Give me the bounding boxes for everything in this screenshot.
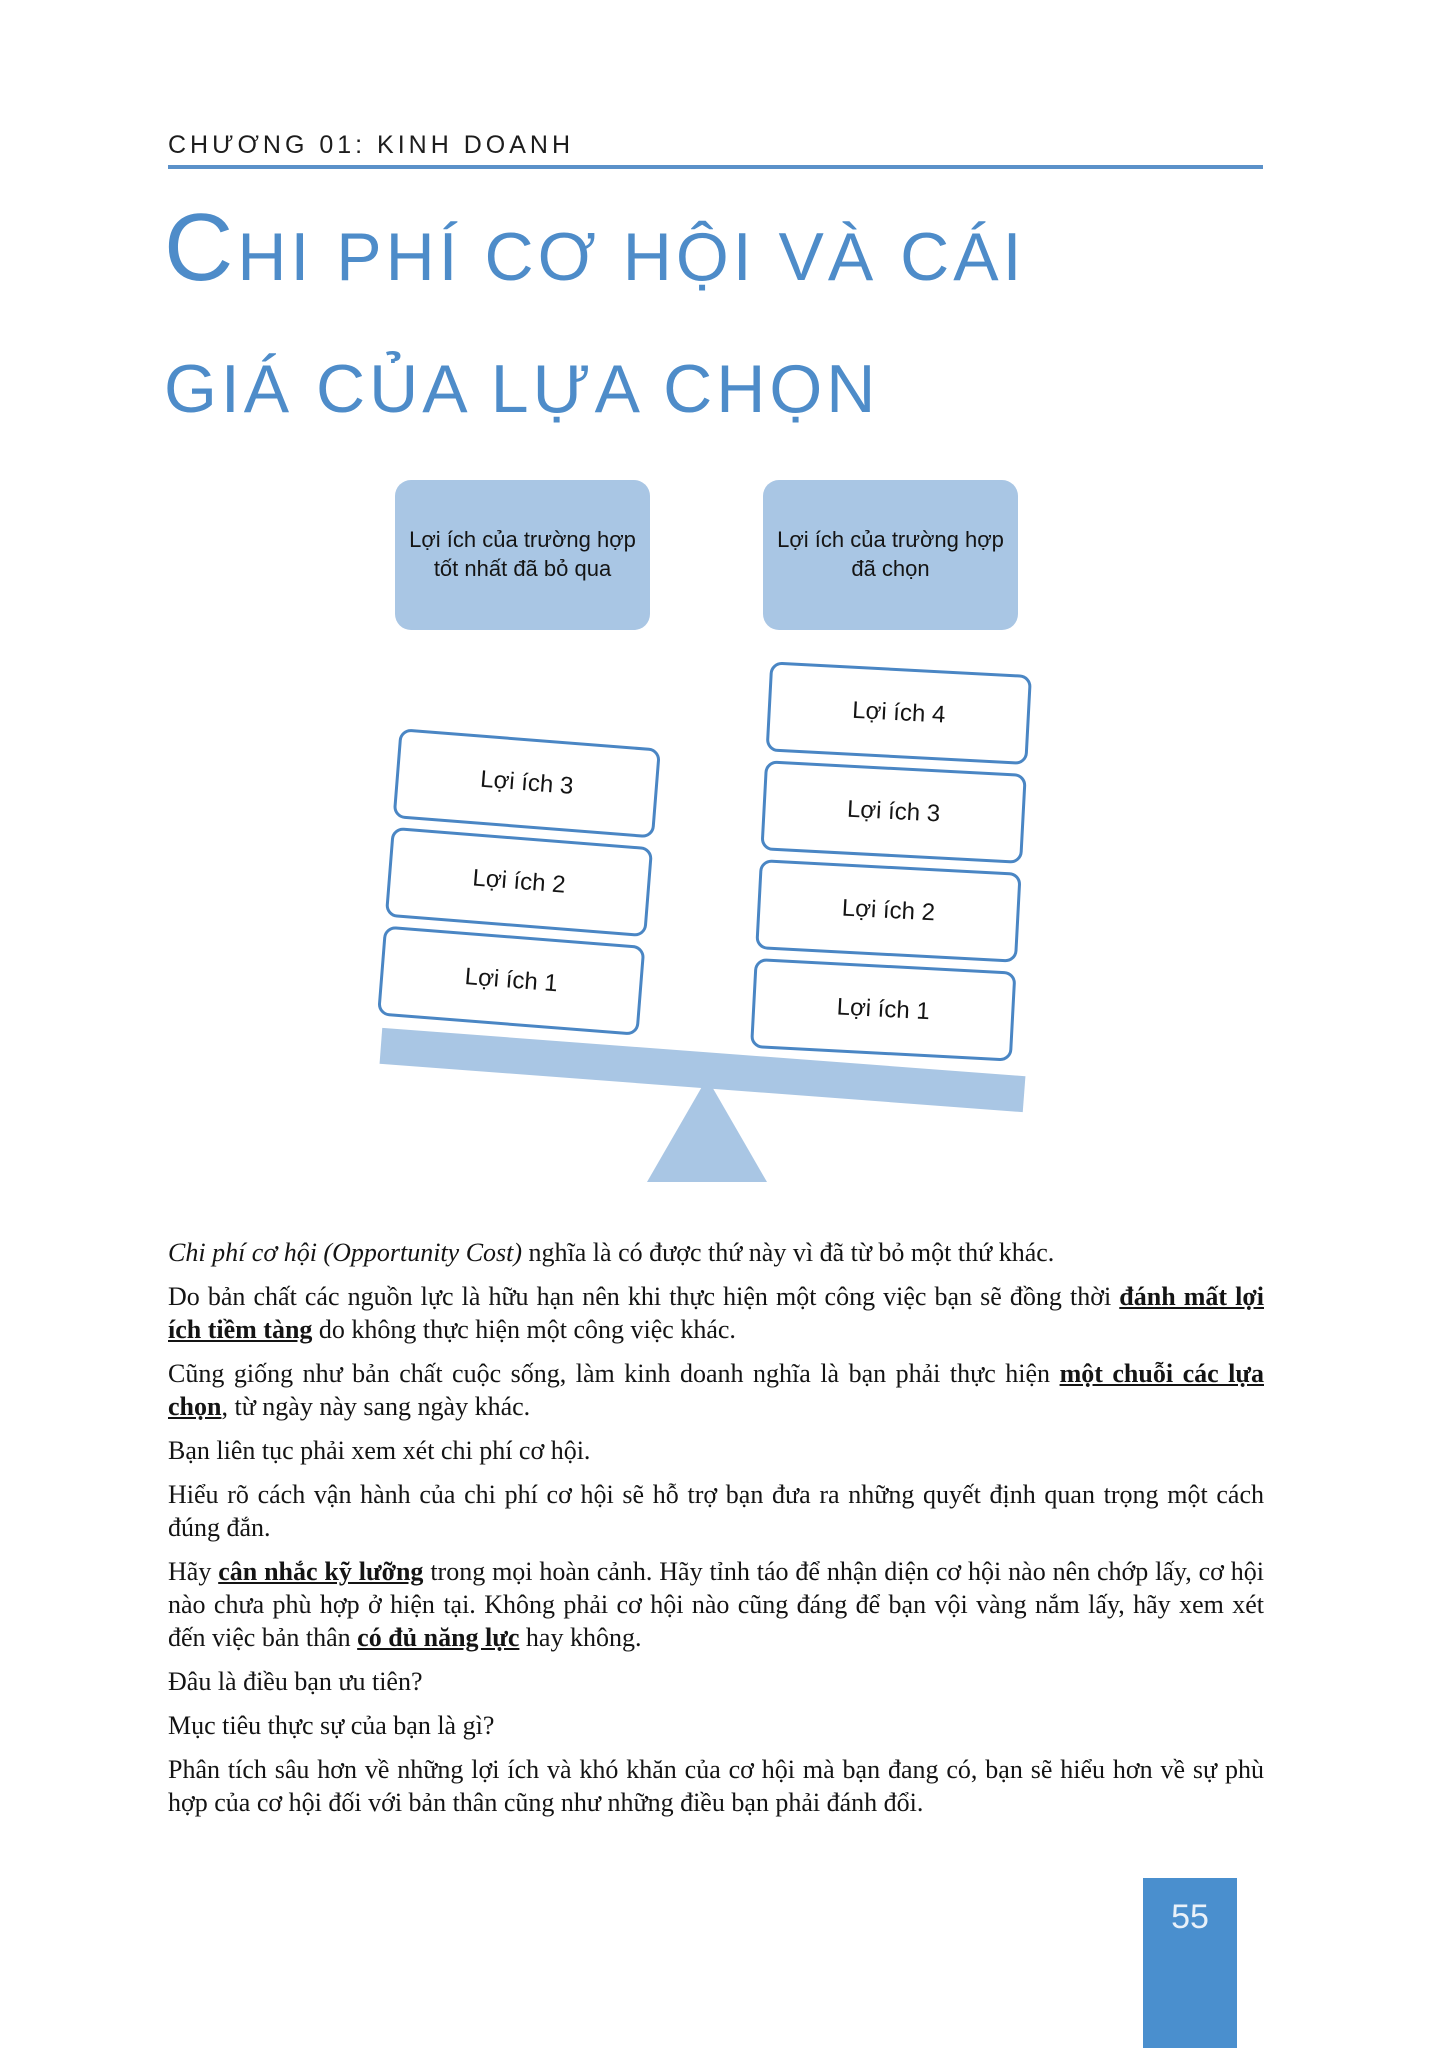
text-run: hay không.	[519, 1623, 642, 1652]
paragraph	[168, 1665, 1264, 1698]
paragraph	[168, 1236, 1264, 1269]
page-number: 55	[1171, 1898, 1209, 1936]
forgone-case-label-line2: tốt nhất đã bỏ qua	[433, 556, 612, 581]
text-run: Chi phí cơ hội (Opportunity Cost)	[168, 1238, 523, 1267]
chosen-case-label-line2: đã chọn	[851, 556, 930, 581]
text-run: Bạn liên tục phải xem xét chi phí cơ hội.	[168, 1436, 591, 1465]
benefit-box: Lợi ích 1	[750, 958, 1016, 1062]
paragraph	[168, 1478, 1264, 1544]
paragraph	[168, 1280, 1264, 1346]
text-run: Mục tiêu thực sự của bạn là gì?	[168, 1711, 495, 1740]
benefit-box: Lợi ích 3	[760, 760, 1026, 864]
text-run: có đủ năng lực	[357, 1623, 520, 1652]
forgone-benefits-stack	[377, 728, 661, 1036]
chosen-case-label-line1: Lợi ích của trường hợp	[777, 527, 1004, 553]
text-run: Do bản chất các nguồn lực là hữu hạn nên khi thực hiện một công việc bạn sẽ đồng thời	[168, 1282, 1120, 1311]
text-run: trong mọi hoàn cảnh. Hãy tỉnh táo để nhận diện cơ hội nào nên chớp lấy, cơ hội nào chưa phù hợp ở hiện tại. Không phải cơ hội nào cũng đáng để bạn vội vàng nắm lấy, hãy xem xét đến việc bản thân	[168, 1557, 1264, 1652]
text-run: đánh mất lợi ích tiềm tàng	[168, 1282, 1264, 1344]
header-rule-line	[168, 165, 1263, 169]
page-number-badge	[1143, 1878, 1237, 2048]
paragraph	[168, 1434, 1264, 1467]
benefit-box: Lợi ích 3	[393, 728, 661, 838]
opportunity-cost-balance-diagram	[380, 470, 1030, 1220]
paragraph	[168, 1753, 1264, 1819]
benefit-box: Lợi ích 2	[385, 827, 653, 937]
benefit-box: Lợi ích 4	[766, 661, 1032, 765]
text-run: do không thực hiện một công việc khác.	[312, 1315, 736, 1344]
text-run: Phân tích sâu hơn về những lợi ích và khó khăn của cơ hội mà bạn đang có, bạn sẽ hiểu hơn về sự phù hợp của cơ hội đối với bản thân cũng như những điều bạn phải đánh đổi.	[168, 1755, 1264, 1817]
text-run: Hiểu rõ cách vận hành của chi phí cơ hội sẽ hỗ trợ bạn đưa ra những quyết định quan trọng một cách đúng đắn.	[168, 1480, 1264, 1542]
page-title-line2: GIÁ CỦA LỰA CHỌN	[164, 351, 880, 427]
page-title-line1	[164, 182, 1284, 323]
paragraph	[168, 1709, 1264, 1742]
page-title-line1-rest: HI PHÍ CƠ HỘI VÀ CÁI	[237, 219, 1026, 295]
benefit-box: Lợi ích 2	[755, 859, 1021, 963]
paragraph	[168, 1357, 1264, 1423]
chapter-header: CHƯƠNG 01: KINH DOANH	[168, 131, 574, 159]
text-run: Cũng giống như bản chất cuộc sống, làm kinh doanh nghĩa là bạn phải thực hiện	[168, 1359, 1060, 1388]
paragraph	[168, 1555, 1264, 1654]
text-run: nghĩa là có được thứ này vì đã từ bỏ một thứ khác.	[522, 1238, 1055, 1267]
body-text	[168, 1236, 1264, 1830]
text-run: Đâu là điều bạn ưu tiên?	[168, 1667, 423, 1696]
seesaw-fulcrum-triangle	[647, 1078, 767, 1182]
page-title	[164, 182, 1284, 455]
text-run: , từ ngày này sang ngày khác.	[221, 1392, 531, 1421]
benefit-box: Lợi ích 1	[377, 926, 645, 1036]
text-run: cân nhắc kỹ lưỡng	[218, 1557, 424, 1586]
page-title-initial-letter: C	[164, 194, 238, 301]
chosen-benefits-stack	[750, 661, 1032, 1061]
text-run: một chuỗi các lựa chọn	[168, 1359, 1264, 1421]
forgone-case-label-line1: Lợi ích của trường hợp	[409, 527, 636, 553]
text-run: Hãy	[168, 1557, 219, 1586]
chosen-case-label-box	[763, 480, 1018, 630]
forgone-case-label-box	[395, 480, 650, 630]
